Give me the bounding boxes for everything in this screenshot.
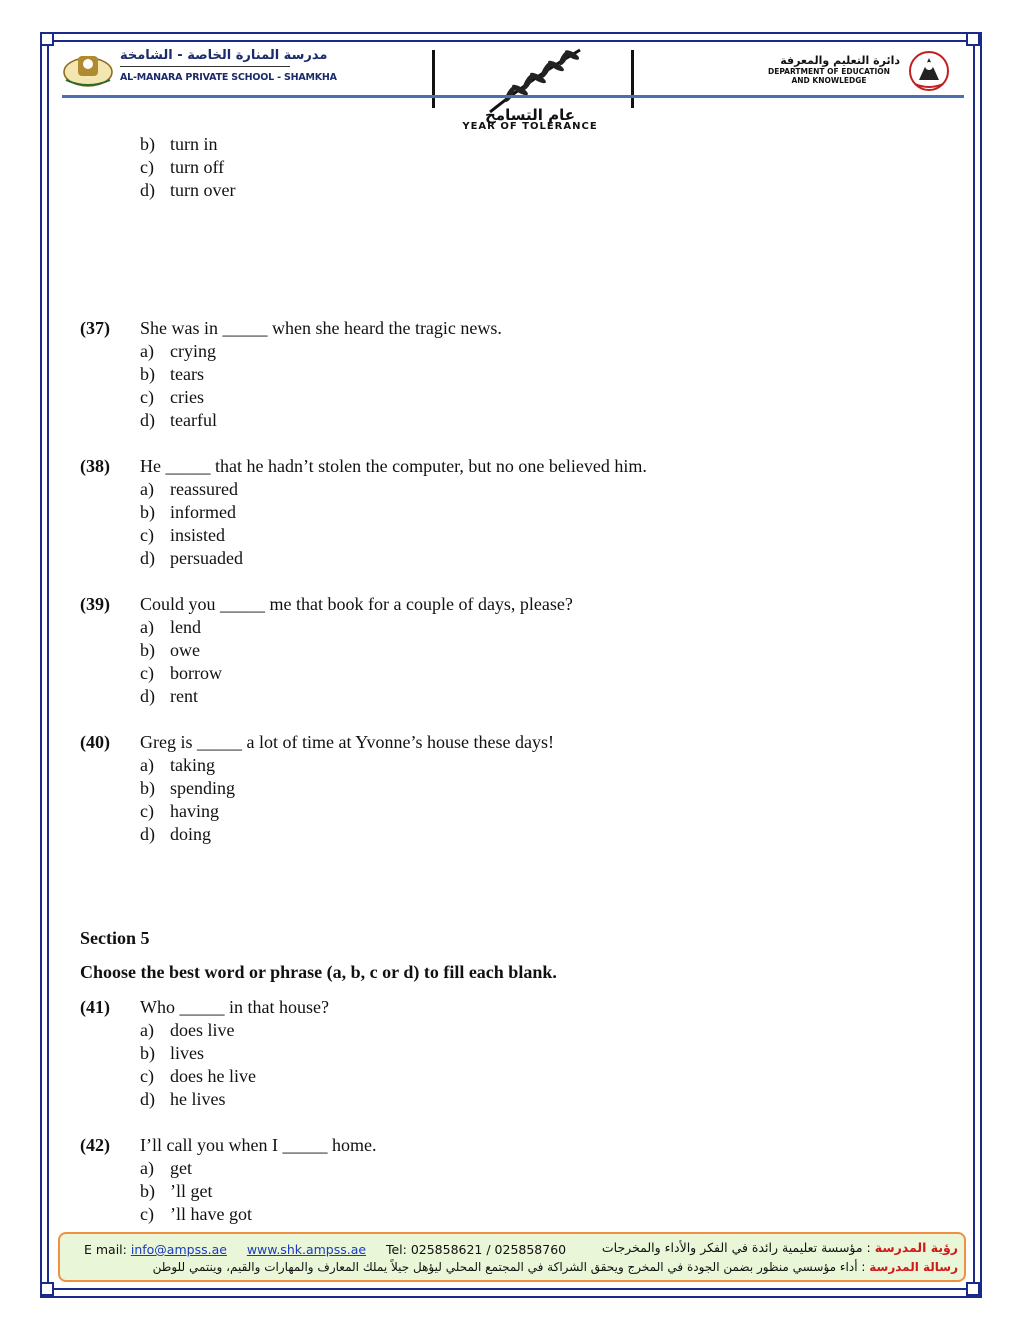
question-text: Who _____ in that house? [140, 997, 329, 1017]
option: a) get [140, 1158, 192, 1178]
option: a) crying [140, 341, 216, 361]
footer [58, 1232, 966, 1282]
email-link[interactable]: info@ampss.ae [130, 1242, 227, 1257]
department-name-english [755, 67, 903, 85]
question-text: I’ll call you when I _____ home. [140, 1135, 377, 1155]
question-number: (37) [80, 318, 110, 338]
option: b) lives [140, 1043, 204, 1063]
vision-text: : مؤسسة تعليمية رائدة في الفكر والأداء والمخرجات [601, 1240, 871, 1255]
falcon-emblem-icon [905, 50, 953, 92]
question-number: (42) [80, 1135, 110, 1155]
year-of-tolerance-english: YEAR OF TOLERANCE [462, 121, 598, 132]
department-line-2: AND KNOWLEDGE [791, 76, 867, 85]
year-of-tolerance-arabic: عام التسامح [485, 106, 575, 124]
option: d) turn over [140, 180, 236, 200]
section-title: Section 5 [80, 928, 150, 948]
question-number: (41) [80, 997, 110, 1017]
question-text: Could you _____ me that book for a couple of days, please? [140, 594, 573, 614]
option: c) cries [140, 387, 204, 407]
option: c) insisted [140, 525, 226, 545]
option: d) tearful [140, 410, 217, 430]
corner-ornament [40, 32, 54, 46]
question-text: He _____ that he hadn’t stolen the computer, but no one believed him. [140, 456, 647, 476]
option: b) informed [140, 502, 236, 522]
option: b) tears [140, 364, 204, 384]
option: a) taking [140, 755, 215, 775]
corner-ornament [966, 1282, 980, 1296]
option: c) having [140, 801, 219, 821]
divider [120, 66, 290, 67]
option: d) doing [140, 824, 212, 844]
school-mission [153, 1260, 958, 1274]
option: b) ’ll get [140, 1181, 213, 1201]
option: c) turn off [140, 157, 225, 177]
email-label: E mail: [84, 1242, 127, 1257]
option: b) owe [140, 640, 200, 660]
question-text: Greg is _____ a lot of time at Yvonne’s house these days! [140, 732, 554, 752]
header-rule [62, 95, 964, 98]
option: c) borrow [140, 663, 222, 683]
corner-ornament [966, 32, 980, 46]
option: a) does live [140, 1020, 235, 1040]
footer-contact [84, 1242, 566, 1257]
option: a) reassured [140, 479, 238, 499]
school-logo-icon [62, 50, 114, 88]
option: a) lend [140, 617, 201, 637]
vision-label: رؤية المدرسة [874, 1240, 958, 1255]
option: d) persuaded [140, 548, 243, 568]
mission-label: رسالة المدرسة [869, 1260, 958, 1274]
question-number: (40) [80, 732, 110, 752]
telephone: Tel: 025858621 / 025858760 [385, 1242, 567, 1257]
option: b) turn in [140, 134, 218, 154]
option: d) he lives [140, 1089, 226, 1109]
department-line-1: DEPARTMENT OF EDUCATION [768, 67, 890, 76]
department-name-arabic: دائرة التعليم والمعرفة [780, 54, 900, 67]
question-number: (39) [80, 594, 110, 614]
option: c) ’ll have got [140, 1204, 252, 1224]
website-link[interactable]: www.shk.ampss.ae [246, 1242, 367, 1257]
corner-ornament [40, 1282, 54, 1296]
school-vision [602, 1240, 958, 1255]
school-name-arabic: مدرسة المنارة الخاصة - الشامخة [120, 48, 328, 63]
school-name-english: AL-MANARA PRIVATE SCHOOL - SHAMKHA [120, 72, 337, 83]
option: d) rent [140, 686, 198, 706]
mission-text: : أداء مؤسسي منظور بضمن الجودة في المخرج ويحقق الشراكة في المجتمع المحلي ليؤهل جيلاً يملك المعارف والمهارات والقيم، وينتمي للوطن [152, 1260, 866, 1274]
question-number: (38) [80, 456, 110, 476]
option: b) spending [140, 778, 235, 798]
section-instruction: Choose the best word or phrase (a, b, c or d) to fill each blank. [80, 962, 557, 982]
question-text: She was in _____ when she heard the tragic news. [140, 318, 502, 338]
option: c) does he live [140, 1066, 256, 1086]
